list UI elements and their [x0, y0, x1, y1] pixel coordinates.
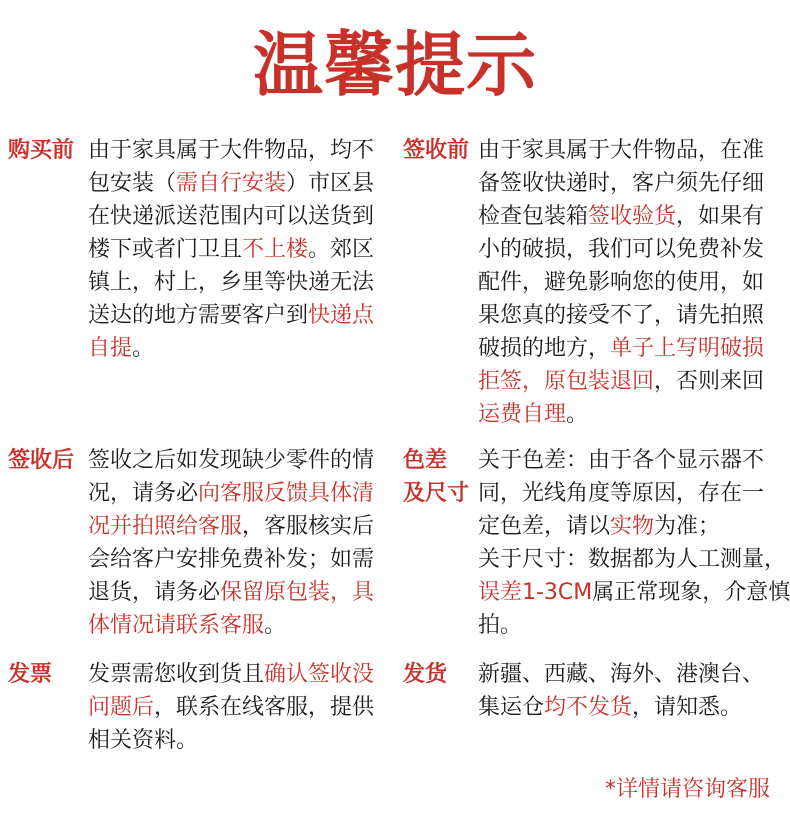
text-segment: 。 — [264, 613, 287, 638]
section-body — [88, 658, 374, 757]
text-line — [478, 543, 790, 576]
text-line — [88, 134, 374, 167]
text-line — [88, 200, 374, 233]
text-segment: 为准； — [654, 514, 721, 539]
text-segment: 备签收快递时，客户须先仔细 — [478, 171, 765, 196]
highlighted-text: 运费自理 — [478, 402, 567, 427]
section-body — [88, 134, 374, 365]
text-segment: 送达的地方需要客户到 — [88, 303, 309, 328]
section-body — [88, 444, 374, 642]
section-label — [403, 134, 469, 167]
highlighted-text: 实物 — [610, 514, 655, 539]
text-segment: 小的破损，我们可以免费补发 — [478, 237, 765, 262]
highlighted-text: 误差1-3CM — [478, 580, 593, 605]
footer-note: *详情请咨询客服 — [604, 777, 770, 802]
section-label — [8, 444, 74, 477]
page-title: 温馨提示 — [253, 24, 537, 106]
text-segment: 况，请务必 — [88, 481, 199, 506]
text-segment: ，否则来回 — [654, 369, 765, 394]
section-label-line: 购买前 — [8, 138, 75, 163]
highlighted-text: 自提 — [88, 336, 133, 361]
text-line — [478, 691, 764, 724]
text-line — [478, 266, 764, 299]
highlighted-text: 保留原包装，具 — [220, 580, 375, 605]
section-label-line: 及尺寸 — [403, 481, 470, 506]
highlighted-text: 快递点 — [308, 303, 375, 328]
text-line — [88, 266, 374, 299]
text-line — [88, 576, 374, 609]
text-line — [478, 167, 764, 200]
text-segment: 新疆、西藏、海外、港澳台、 — [478, 662, 765, 687]
text-segment: 会给客户安排免费补发；如需 — [88, 547, 375, 572]
text-segment: 破损的地方， — [478, 336, 611, 361]
text-line — [88, 332, 374, 365]
text-line — [88, 233, 374, 266]
section-body — [478, 134, 764, 431]
text-segment: 定色差，请以 — [478, 514, 611, 539]
section-label — [8, 134, 74, 167]
text-segment: 。 — [566, 402, 589, 427]
highlighted-text: 拒签，原包装退回 — [478, 369, 655, 394]
text-line — [88, 299, 374, 332]
highlighted-text: 向客服反馈具体清 — [198, 481, 375, 506]
text-segment: 由于家具属于大件物品，在准 — [478, 138, 765, 163]
text-line — [478, 398, 764, 431]
highlighted-text: 签收验货 — [588, 204, 677, 229]
text-segment: ，如果有 — [676, 204, 765, 229]
text-line — [478, 332, 764, 365]
highlighted-text: 况并拍照给客服 — [88, 514, 243, 539]
text-segment: 镇上，村上，乡里等快递无法 — [88, 270, 375, 295]
text-line — [478, 200, 764, 233]
highlighted-text: 确认签收没 — [264, 662, 375, 687]
text-line — [88, 691, 374, 724]
text-segment: 。 — [132, 336, 155, 361]
section-label-line: 签收前 — [403, 138, 470, 163]
text-segment: 同，光线角度等原因，存在一 — [478, 481, 765, 506]
text-segment: 退货，请务必 — [88, 580, 221, 605]
text-line — [478, 576, 790, 609]
text-segment: ，请知悉。 — [632, 695, 743, 720]
text-segment: 包安装（ — [88, 171, 177, 196]
section-body — [478, 444, 790, 642]
text-segment: 属正常现象，介意慎 — [592, 580, 790, 605]
text-segment: 相关资料。 — [88, 728, 199, 753]
text-segment: ，联系在线客服，提供 — [154, 695, 375, 720]
text-segment: 在快递派送范围内可以送货到 — [88, 204, 375, 229]
text-line — [478, 609, 790, 642]
text-line — [478, 444, 790, 477]
text-line — [88, 477, 374, 510]
text-line — [88, 543, 374, 576]
text-line — [478, 510, 790, 543]
section-label — [8, 658, 52, 691]
text-segment: 检查包装箱 — [478, 204, 589, 229]
section-label-line: 发票 — [8, 662, 53, 687]
section-label-line: 签收后 — [8, 448, 75, 473]
highlighted-text: 不上楼 — [242, 237, 309, 262]
text-line — [478, 365, 764, 398]
section-body — [478, 658, 764, 724]
highlighted-text: 需自行安装 — [176, 171, 287, 196]
text-segment: 集运仓 — [478, 695, 545, 720]
text-segment: 签收之后如发现缺少零件的情 — [88, 448, 375, 473]
text-line — [88, 444, 374, 477]
text-line — [88, 658, 374, 691]
text-line — [88, 724, 374, 757]
text-segment: 关于尺寸：数据都为人工测量， — [478, 547, 787, 572]
text-segment: ）市区县 — [286, 171, 375, 196]
highlighted-text: 单子上写明破损 — [610, 336, 765, 361]
section-label — [403, 658, 447, 691]
text-line — [88, 609, 374, 642]
text-segment: 。郊区 — [308, 237, 375, 262]
text-line — [478, 658, 764, 691]
text-line — [478, 477, 790, 510]
text-segment: 配件，避免影响您的使用，如 — [478, 270, 765, 295]
text-line — [478, 233, 764, 266]
text-line — [478, 134, 764, 167]
section-label-line: 色差 — [403, 448, 448, 473]
text-line — [88, 167, 374, 200]
text-line — [88, 510, 374, 543]
text-segment: 由于家具属于大件物品，均不 — [88, 138, 375, 163]
highlighted-text: 均不发货 — [544, 695, 633, 720]
text-segment: 发票需您收到货且 — [88, 662, 265, 687]
highlighted-text: 问题后 — [88, 695, 155, 720]
highlighted-text: 体情况请联系客服 — [88, 613, 265, 638]
section-label — [403, 444, 469, 510]
section-label-line: 发货 — [403, 662, 448, 687]
text-line — [478, 299, 764, 332]
text-segment: 果您真的接受不了，请先拍照 — [478, 303, 765, 328]
text-segment: 关于色差：由于各个显示器不 — [478, 448, 765, 473]
text-segment: 拍。 — [478, 613, 523, 638]
text-segment: ，客服核实后 — [242, 514, 375, 539]
text-segment: 楼下或者门卫且 — [88, 237, 243, 262]
